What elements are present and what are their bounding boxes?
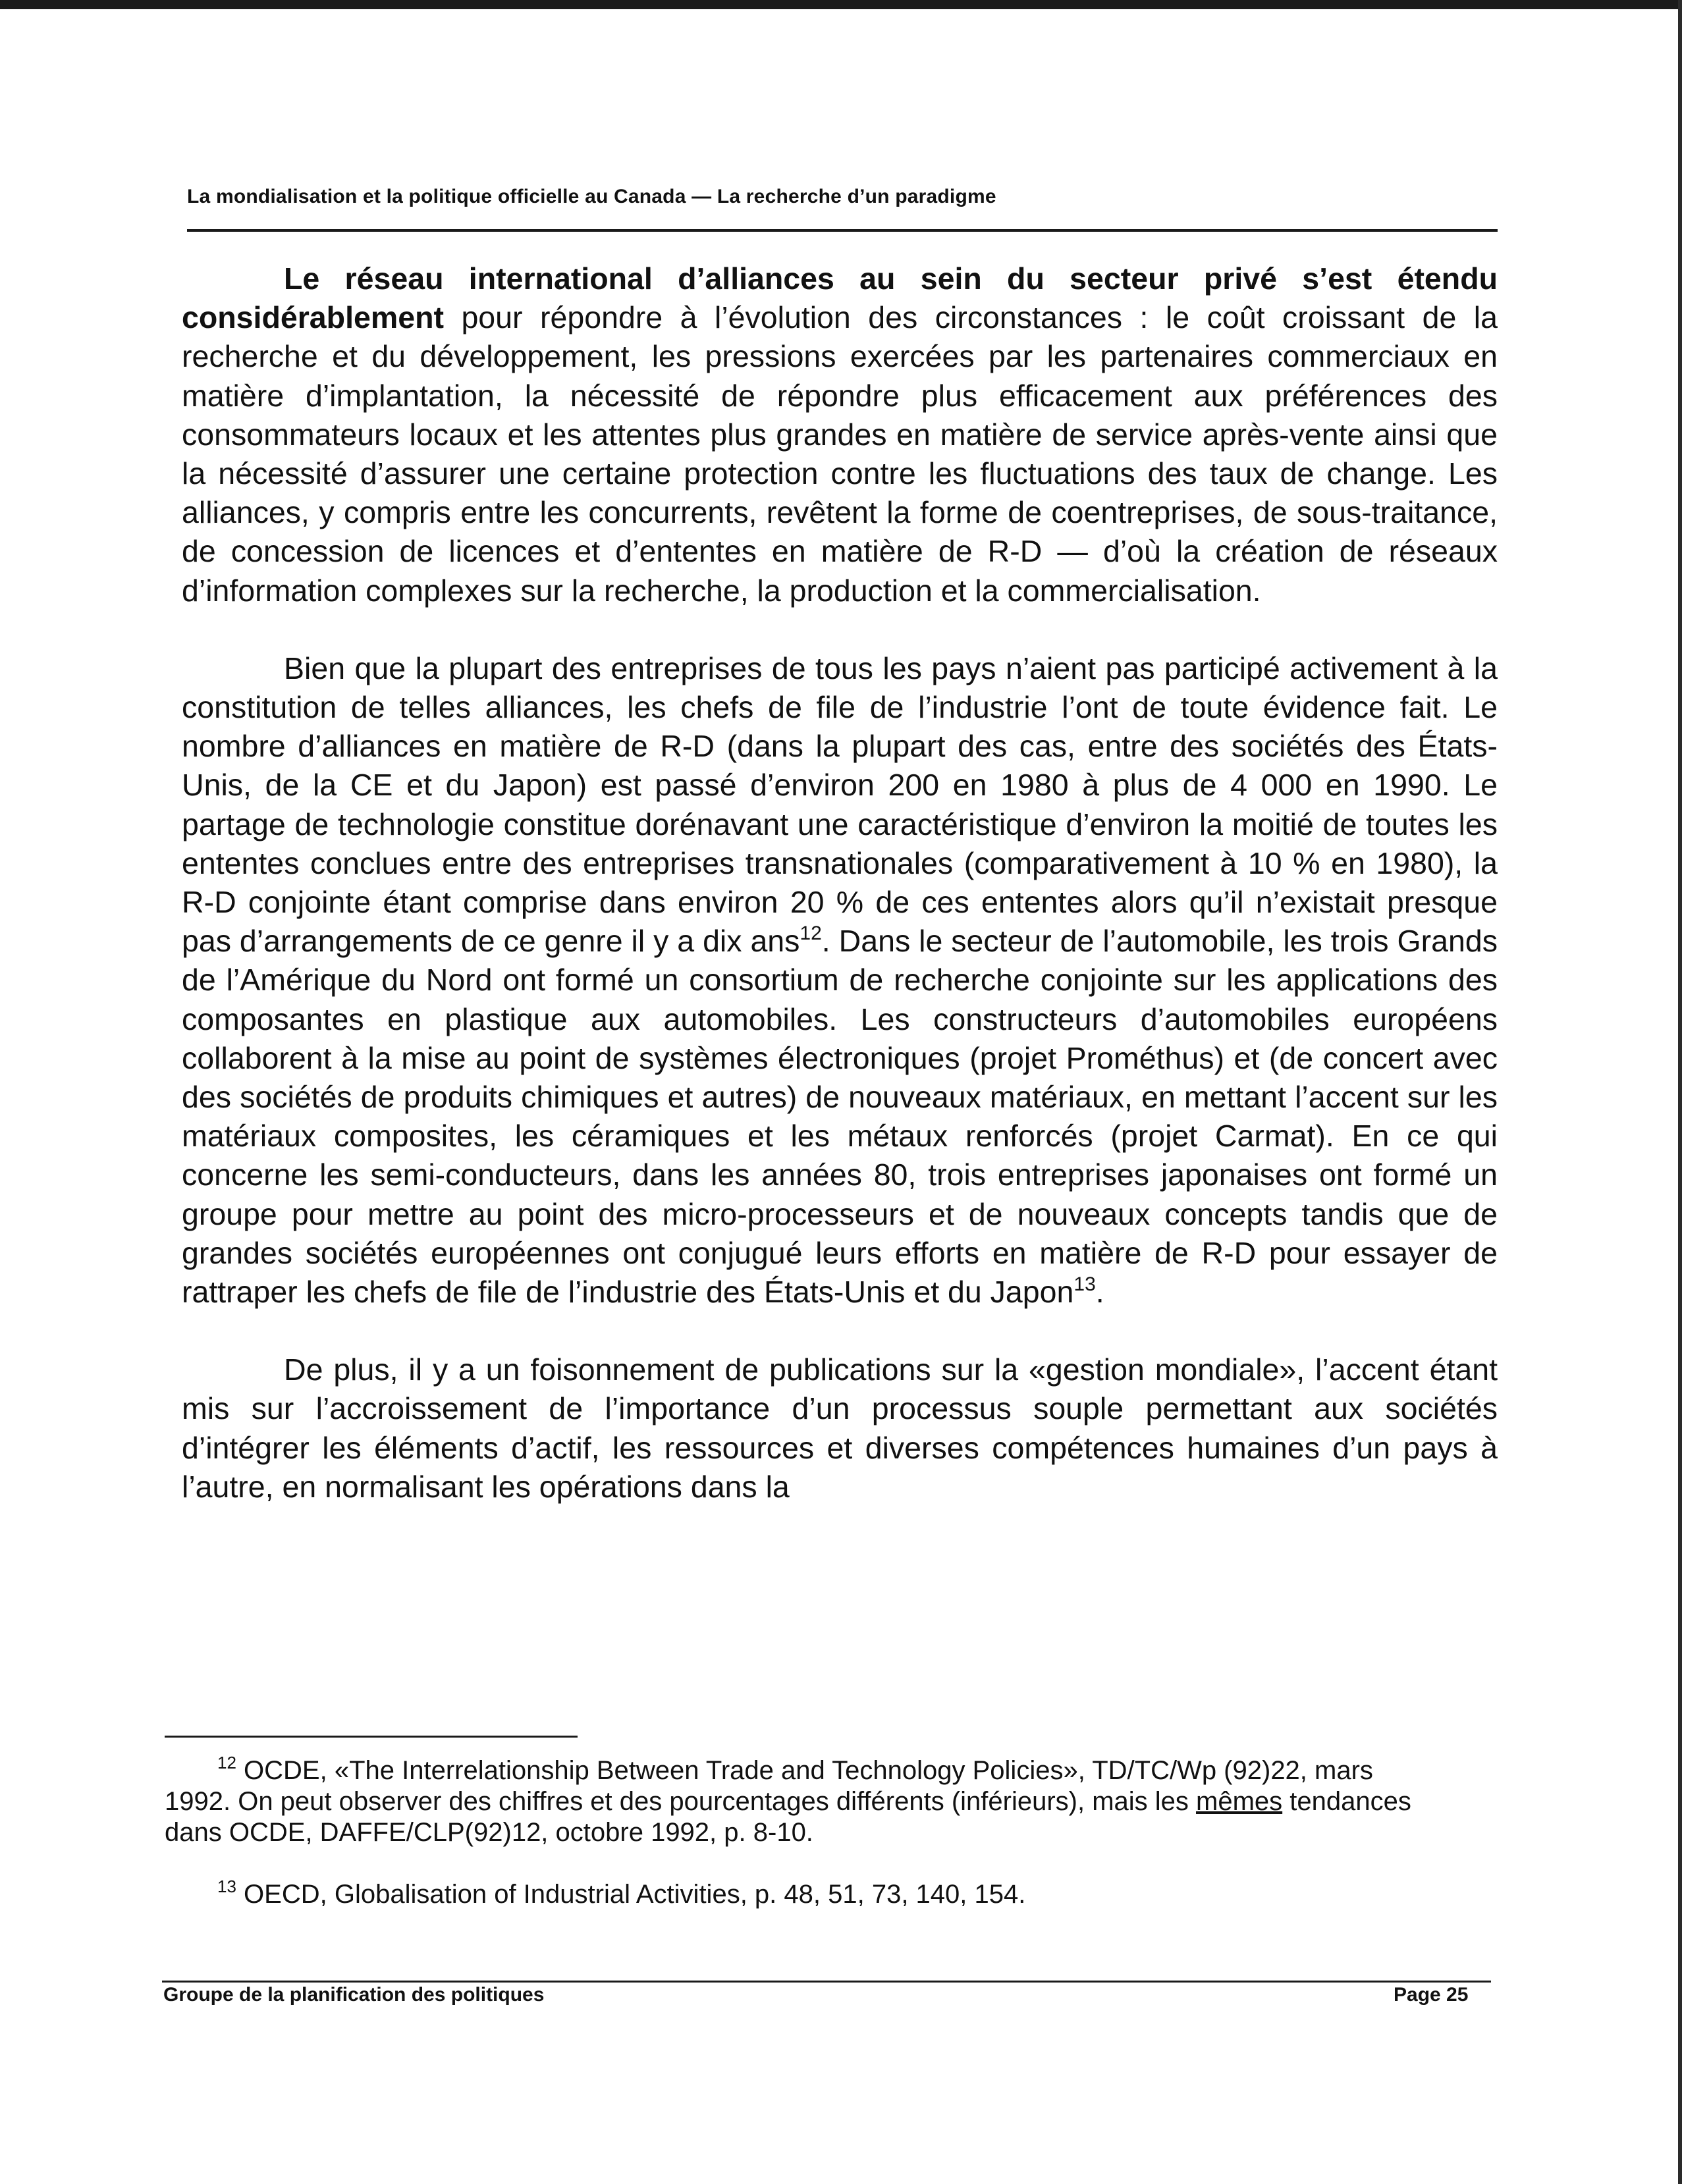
footer-rule	[162, 1981, 1491, 1983]
footnote-separator	[165, 1736, 578, 1738]
paragraph-2-part-2: . Dans le secteur de l’automobile, les trois Grands de l’Amérique du Nord ont formé un consortium de recherche conjointe sur les applications des composantes en plastique aux automobiles. Les constructeurs d’automobiles européens collaborent à la mise au point de systèmes électroniques (projet Prométhus) et (de concert avec des sociétés de produits chimiques et autres) de nouveaux matériaux, en mettant l’accent sur les matériaux composites, les céramiques et les métaux renforcés (projet Carmat). En ce qui concerne les semi-conducteurs, dans les années 80, trois entreprises japonaises ont formé un groupe pour mettre au point des micro-processeurs et de nouveaux concepts tandis que de grandes sociétés européennes ont conjugué leurs efforts en matière de R-D pour essayer de rattraper les chefs de file de l’industrie des États-Unis et du Japon	[182, 924, 1498, 1310]
scan-right-edge	[1678, 0, 1682, 2184]
page-number: Page 25	[1394, 1984, 1469, 2006]
footnote-ref-12: 12	[800, 922, 822, 945]
paragraph-2-end: .	[1095, 1275, 1104, 1310]
paragraph-3: De plus, il y a un foisonnement de publications sur la «gestion mondiale», l’accent étant mis sur l’accroissement de l’importance d’un processus souple permettant aux sociétés d’intégrer les éléments d’actif, les ressources et diverses compétences humaines d’un pays à l’autre, en normalisant les opérations dans la	[182, 1352, 1498, 1504]
paragraph-2-part-1: Bien que la plupart des entreprises de tous les pays n’aient pas participé activement à la constitution de telles alliances, les chefs de file de l’industrie l’ont de toute évidence fait. Le nombre d’alliances en matière de R-D (dans la plupart des cas, entre des sociétés des États-Unis, de la CE et du Japon) est passé d’environ 200 en 1980 à plus de 4 000 en 1990. Le partage de technologie constitue dorénavant une caractéristique d’environ la moitié de toutes les ententes conclues entre des entreprises transnationales (comparativement à 10 % en 1980), la R-D conjointe étant comprise dans environ 20 % de ces ententes alors qu’il n’existait presque pas d’arrangements de ce genre il y a dix ans	[182, 651, 1498, 959]
footnote-12-text-1: OCDE, «The Interrelationship Between Trade and Technology Policies», TD/TC/Wp (92)22, mars 1992. On peut observer des chiffres et des pourcentages différents (inférieurs), mais les	[165, 1756, 1373, 1816]
footnote-12-number: 12	[217, 1753, 236, 1772]
footnote-ref-13: 13	[1073, 1273, 1096, 1296]
header-rule	[187, 229, 1498, 232]
paragraph-1-rest: pour répondre à l’évolution des circonstances : le coût croissant de la recherche et du développement, les pressions exercées par les partenaires commerciaux en matière d’implantation, la nécessité de répondre plus efficacement aux préférences des consommateurs locaux et les attentes plus grandes en matière de service après-vente ainsi que la nécessité d’assurer une certaine protection contre les fluctuations des taux de change. Les alliances, y compris entre les concurrents, revêtent la forme de coentreprises, de sous-traitance, de concession de licences et d’ententes en matière de R-D — d’où la création de réseaux d’information complexes sur la recherche, la production et la commercialisation.	[182, 300, 1498, 608]
footnote-12-underlined: mêmes	[1196, 1787, 1283, 1816]
footnote-12	[165, 1755, 1416, 1848]
body-text	[182, 259, 1498, 1506]
running-header: La mondialisation et la politique officielle au Canada — La recherche d’un paradigme	[187, 186, 996, 207]
footnote-13-number: 13	[217, 1877, 236, 1896]
paragraph-2	[182, 649, 1498, 1312]
scan-top-edge	[0, 0, 1682, 9]
footer-organization: Groupe de la planification des politiques	[163, 1984, 545, 2006]
paragraph-1-lead: Le réseau international d’alliances au sein du secteur privé s’est étendu considérablement	[182, 261, 1498, 335]
footnote-13	[165, 1879, 1416, 1910]
footnote-13-text: OECD, Globalisation of Industrial Activities, p. 48, 51, 73, 140, 154.	[236, 1880, 1026, 1909]
paragraph-1	[182, 259, 1498, 610]
footnotes	[165, 1755, 1416, 1910]
footnote-12-text-2: tendances dans OCDE, DAFFE/CLP(92)12, octobre 1992, p. 8-10.	[165, 1787, 1411, 1847]
